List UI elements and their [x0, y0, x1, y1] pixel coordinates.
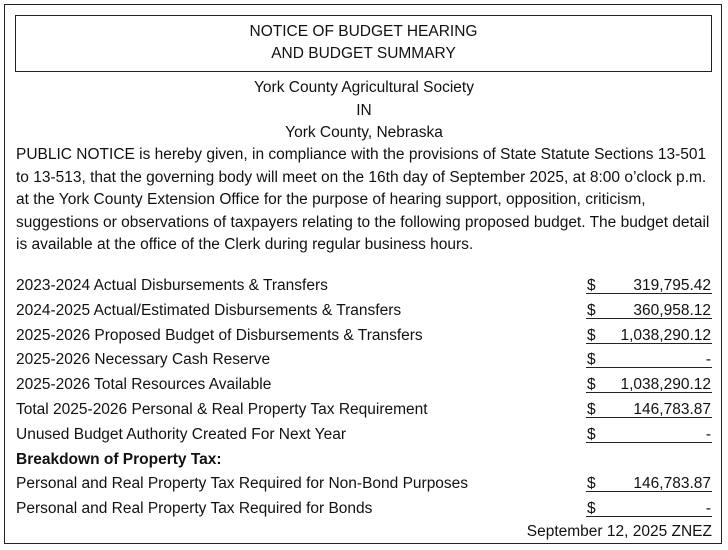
row-amount-cell	[586, 472, 712, 492]
budget-row-unused-authority	[16, 423, 712, 448]
budget-row-2025-2026-proposed	[16, 324, 712, 349]
in-word: IN	[356, 101, 372, 119]
breakdown-heading: Breakdown of Property Tax:	[16, 450, 222, 468]
row-amount-cell	[586, 398, 712, 418]
budget-row-total-resources	[16, 373, 712, 398]
row-label: 2025-2026 Proposed Budget of Disbursements & Transfers	[16, 326, 423, 344]
row-amount-cell	[586, 348, 712, 368]
row-amount-cell	[586, 373, 712, 393]
row-amount-cell	[586, 274, 712, 294]
notice-title-line-1: NOTICE OF BUDGET HEARING	[249, 23, 478, 40]
currency-symbol: $	[587, 425, 596, 443]
notice-title-line-2: AND BUDGET SUMMARY	[271, 45, 456, 62]
notice-title-box	[15, 15, 712, 72]
budget-row-2024-2025-estimated	[16, 299, 712, 324]
currency-symbol: $	[587, 326, 596, 344]
currency-symbol: $	[587, 351, 596, 369]
currency-symbol: $	[587, 301, 596, 319]
row-amount-cell	[586, 497, 712, 517]
currency-symbol: $	[587, 500, 596, 518]
breakdown-heading-row	[16, 448, 712, 473]
budget-row-2023-2024-actual	[16, 274, 712, 299]
row-amount: 1,038,290.12	[620, 376, 711, 394]
budget-row-cash-reserve	[16, 348, 712, 373]
budget-summary-table	[16, 274, 712, 522]
row-label: 2023-2024 Actual Disbursements & Transfers	[16, 277, 328, 294]
row-label: Personal and Real Property Tax Required for Bonds	[16, 500, 373, 518]
row-amount: -	[705, 351, 711, 369]
row-amount: -	[705, 425, 711, 443]
row-amount: 360,958.12	[633, 301, 711, 319]
currency-symbol: $	[587, 277, 596, 294]
row-amount-cell	[586, 299, 712, 319]
budget-row-tax-requirement	[16, 398, 712, 423]
row-amount: 146,783.87	[633, 475, 711, 493]
row-label: Total 2025-2026 Personal & Real Property Tax Requirement	[16, 400, 428, 418]
row-label: 2025-2026 Total Resources Available	[16, 376, 272, 394]
row-amount: -	[705, 500, 711, 518]
row-label: 2025-2026 Necessary Cash Reserve	[16, 351, 271, 369]
publication-footer: September 12, 2025 ZNEZ	[526, 523, 712, 540]
currency-symbol: $	[587, 400, 596, 418]
row-label: Personal and Real Property Tax Required for Non-Bond Purposes	[16, 475, 469, 493]
row-label: Unused Budget Authority Created For Next Year	[16, 425, 347, 443]
row-amount: 146,783.87	[633, 400, 711, 418]
entity-location: York County, Nebraska	[285, 124, 443, 141]
breakdown-row-non-bond	[16, 472, 712, 497]
row-amount: 319,795.42	[633, 277, 711, 294]
row-amount-cell	[586, 423, 712, 443]
row-amount-cell	[586, 324, 712, 344]
currency-symbol: $	[587, 475, 596, 493]
entity-name: York County Agricultural Society	[254, 79, 474, 96]
entity-block	[0, 77, 728, 145]
public-notice-text: PUBLIC NOTICE is hereby given, in compliance with the provisions of State Statute Sections 13-501 to 13-513, that the governing body will meet on the 16th day of September 2025, at 8:00 o’clock p.m. at the York County Extension Office for the purpose of hearing support, opposition, criticism, suggestions or observations of taxpayers relating to the following proposed budget. The budget detail is available at the office of the Clerk during regular business hours.	[16, 146, 710, 253]
currency-symbol: $	[587, 376, 596, 394]
breakdown-row-bonds	[16, 497, 712, 522]
row-label: 2024-2025 Actual/Estimated Disbursements & Transfers	[16, 301, 402, 319]
row-amount: 1,038,290.12	[620, 326, 711, 344]
